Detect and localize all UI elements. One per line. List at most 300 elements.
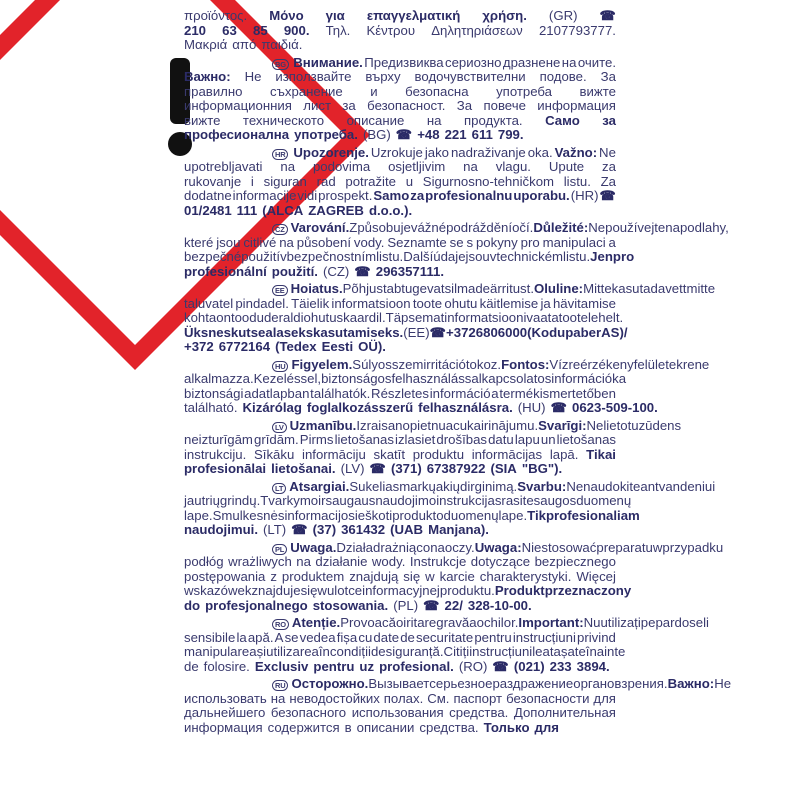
text-word: Не — [244, 69, 262, 84]
text-word: przeznaczony — [544, 583, 632, 598]
text-word: a — [608, 234, 616, 250]
text-word: подове. — [539, 69, 587, 84]
text-word: Varování. — [290, 220, 350, 235]
text-word: Üksnes — [184, 324, 231, 340]
text-line — [184, 99, 616, 114]
text-word: informatsiooni — [444, 310, 527, 325]
text-word: Uwaga. — [290, 539, 337, 555]
text-word: в — [344, 719, 352, 735]
text-line — [184, 70, 616, 85]
text-word: (Tedex — [275, 339, 317, 354]
text-line — [184, 448, 616, 463]
text-word: Τηλ. — [325, 22, 351, 38]
text-word: За — [600, 69, 616, 84]
text-word: date — [373, 629, 400, 645]
text-word: uz — [631, 417, 646, 433]
text-line — [184, 692, 616, 707]
text-word: дразнене — [502, 54, 561, 70]
text-word: profesionalnu — [425, 188, 513, 203]
text-word: 900. — [283, 22, 310, 38]
text-word: vedea — [299, 629, 336, 645]
text-word: 22/ — [444, 597, 463, 613]
text-word: postępowania — [184, 568, 266, 584]
telephone-icon: ☎ — [354, 263, 371, 279]
text-word: de — [370, 644, 386, 659]
text-word: Samo — [373, 188, 410, 203]
text-word: Oluline: — [533, 281, 584, 296]
text-word: informāciju — [302, 446, 366, 462]
text-word: se — [449, 234, 464, 250]
text-line — [184, 310, 624, 326]
text-word: Важно: — [667, 676, 715, 691]
telephone-icon: ☎ — [369, 461, 386, 476]
text-word: 2107793777. — [538, 22, 616, 38]
text-word: Seznamte — [387, 234, 447, 250]
text-word: bezpiecznego — [534, 554, 616, 569]
text-word: vandeniui — [658, 478, 716, 494]
text-word: do — [184, 597, 201, 613]
text-word: privind — [577, 629, 616, 645]
text-word: ieškoti — [354, 507, 393, 523]
text-word: nadraživanje — [450, 144, 526, 160]
text-line — [184, 9, 616, 24]
text-word: Důležité: — [533, 220, 589, 235]
text-word: manipularea — [184, 644, 257, 659]
text-word: (CZ) — [322, 263, 350, 279]
text-word: technickém — [496, 249, 564, 264]
text-word: Ne — [599, 144, 616, 160]
section-lv — [184, 417, 682, 477]
country-code-badge: CZ — [272, 224, 288, 235]
text-word: informacyjnej — [362, 583, 440, 598]
text-word: profesionální — [184, 263, 267, 279]
text-word: akių — [435, 478, 461, 494]
text-word: wskazówek — [184, 583, 252, 598]
text-word: instrucțiunile — [469, 644, 543, 659]
text-word: / — [623, 324, 628, 340]
text-word: találhatók. — [310, 385, 371, 401]
text-word: съхранение — [270, 83, 343, 99]
text-word: техническото — [242, 112, 325, 128]
text-word: 0623-509-100. — [572, 400, 658, 415]
text-word: stosować — [541, 539, 597, 555]
text-word: kapcsolatos — [481, 371, 552, 386]
text-word: podovima — [312, 159, 371, 174]
text-word: siguranță. — [385, 644, 444, 659]
text-word: izlasiet — [395, 432, 436, 447]
text-word: Manjana). — [428, 522, 489, 537]
text-word: професионална — [184, 127, 290, 142]
text-word: информация — [184, 719, 263, 735]
text-word: για — [325, 8, 345, 23]
text-word: pe — [640, 615, 656, 630]
text-word: безопасности — [506, 690, 590, 706]
text-line — [184, 676, 732, 692]
text-word: toodud — [230, 310, 272, 325]
text-word: Nepoužívejte — [588, 220, 666, 235]
text-word: Za — [600, 173, 616, 189]
country-code-badge: RO — [272, 619, 289, 630]
text-word: za — [410, 188, 425, 203]
text-word: 210 — [184, 22, 207, 38]
text-word: listu. — [563, 173, 591, 189]
text-word: (GR) — [548, 8, 578, 23]
text-word: Дополнительная — [513, 705, 616, 720]
text-word: datu — [488, 432, 514, 447]
text-word: органов — [573, 676, 622, 691]
text-line — [184, 570, 616, 585]
text-line — [184, 85, 616, 100]
text-word: grindų. — [219, 493, 261, 508]
text-word: за — [342, 98, 356, 113]
text-word: prospekt. — [318, 188, 373, 203]
text-word: ZAGREB — [308, 202, 364, 218]
telephone-icon: ☎ — [599, 8, 616, 23]
text-word: Δηλητηριάσεων — [431, 22, 523, 38]
text-word: charakterystyki. — [479, 568, 572, 584]
text-word: kasutada — [611, 281, 666, 296]
text-word: употреба. — [294, 127, 358, 142]
text-word: pentru — [474, 629, 512, 645]
text-word: вижте — [579, 83, 616, 99]
text-word: OÜ). — [358, 339, 386, 354]
text-line — [184, 400, 658, 416]
text-word: profesjonalnego — [205, 597, 308, 613]
text-line — [184, 114, 616, 129]
section-ee — [184, 281, 716, 355]
text-word: kohta — [184, 310, 217, 325]
text-word: Pirms — [299, 432, 334, 447]
text-word: очите. — [577, 54, 616, 70]
text-line — [184, 128, 616, 143]
text-word: παιδιά. — [261, 37, 303, 52]
text-word: (ALCA — [262, 202, 304, 218]
text-word: 85 — [253, 22, 268, 38]
text-word: правилно — [184, 83, 243, 99]
telephone-icon: ☎ — [423, 597, 440, 613]
text-word: pardoseli — [655, 615, 709, 630]
text-line — [184, 433, 616, 448]
telephone-icon: ☎ — [550, 400, 568, 415]
text-word: pro — [520, 234, 540, 250]
text-word: Uzrokuje — [370, 144, 423, 160]
text-word: securitate — [416, 629, 474, 645]
text-word: siguran — [263, 173, 307, 189]
text-word: hävitamise — [552, 295, 616, 311]
text-word: (PL) — [393, 597, 419, 613]
text-word: folosire. — [203, 658, 250, 674]
text-word: безопасност. — [367, 98, 446, 113]
text-word: προϊόντος. — [184, 8, 248, 23]
text-word: acu — [445, 417, 468, 433]
text-word: vážné — [410, 220, 447, 235]
text-line — [184, 478, 716, 495]
text-word: się — [403, 568, 421, 584]
text-word: Вызывает — [368, 676, 430, 691]
text-line — [184, 160, 616, 175]
text-word: instrucțiuni — [512, 629, 576, 645]
text-word: bezpečnostním — [286, 249, 377, 264]
country-code-badge: PL — [272, 544, 287, 555]
text-word: utilizați — [600, 615, 641, 630]
text-word: 221 — [444, 127, 467, 142]
text-line — [184, 236, 616, 251]
text-word: înainte — [585, 644, 626, 659]
text-word: употреба — [496, 83, 553, 99]
text-word: информация — [537, 98, 616, 113]
text-word: Κέντρου — [366, 22, 416, 38]
text-word: felhasználásra. — [418, 400, 513, 415]
text-word: средства. — [419, 719, 479, 735]
text-word: felhasználással — [391, 371, 482, 386]
text-line — [184, 56, 616, 71]
text-word: vlagu. — [495, 159, 531, 174]
text-word: na — [665, 220, 680, 235]
text-line — [184, 38, 616, 53]
text-word: neizturīgām — [184, 432, 253, 447]
text-word: lapu — [514, 432, 540, 447]
text-word: taluvatel — [184, 295, 234, 311]
text-word: v — [489, 249, 497, 264]
text-word: mitte — [686, 281, 716, 296]
text-word: d.o.o.). — [368, 202, 413, 218]
text-line — [184, 340, 616, 355]
text-word: Не — [714, 676, 732, 691]
text-word: Izraisa — [356, 417, 396, 433]
text-word: За — [456, 98, 473, 113]
text-word: lietošanas — [334, 432, 394, 447]
text-word: (37) — [312, 522, 337, 537]
text-word: dirginimą. — [460, 478, 518, 494]
text-word: Uzmanību. — [289, 417, 357, 433]
text-word: produktem — [281, 568, 345, 584]
text-word: sensibile — [184, 629, 236, 645]
text-word: profesional. — [379, 658, 454, 674]
text-word: ärritust. — [490, 281, 534, 296]
text-word: Важно: — [184, 69, 231, 84]
text-word: z — [270, 568, 277, 584]
text-word: citlivé — [243, 234, 277, 250]
text-word: listu. — [563, 249, 591, 264]
text-word: informacije — [232, 188, 297, 203]
text-word: Nelietot — [586, 417, 632, 433]
text-word: wrażliwych — [228, 554, 292, 569]
text-word: Súlyos — [352, 356, 392, 372]
text-word: információk — [551, 371, 619, 386]
text-word: a — [491, 385, 499, 401]
text-word: utilizarea — [266, 644, 319, 659]
text-word: alkalmazza. — [184, 371, 254, 386]
text-line — [184, 615, 709, 631]
text-word: Způsobuje — [349, 220, 411, 235]
text-word: lape. — [498, 507, 528, 523]
text-line — [184, 265, 616, 280]
text-word: Sukelia — [349, 478, 393, 494]
text-word: 799. — [497, 127, 524, 142]
text-word: паспорт — [453, 690, 503, 706]
text-word: działanie — [315, 554, 368, 569]
text-word: (Kodupaber — [527, 324, 602, 340]
text-line — [184, 24, 616, 39]
country-code-badge: EE — [272, 285, 288, 296]
text-word: vidi — [297, 188, 318, 203]
text-word: Upute — [548, 159, 585, 174]
text-word: на — [270, 690, 286, 706]
text-word: продукта. — [463, 112, 523, 128]
text-word: jsou — [216, 234, 241, 250]
text-word: 67387922 — [426, 461, 486, 476]
text-word: lapā. — [549, 446, 579, 462]
text-word: (HU) — [517, 400, 546, 415]
safety-text-column — [184, 8, 732, 735]
text-word: 361432 — [341, 522, 386, 537]
text-word: (LT) — [263, 522, 287, 537]
text-word: na — [296, 554, 311, 569]
text-word: (SIA — [490, 461, 517, 476]
text-word: de — [184, 658, 199, 674]
text-word: для — [534, 719, 559, 735]
text-word: la — [236, 629, 247, 645]
text-word: pokyny — [475, 234, 518, 250]
text-word: информационния — [184, 98, 292, 113]
text-word: naudojimo — [375, 493, 437, 508]
text-line — [184, 417, 682, 434]
text-word: Põhjustab — [342, 281, 402, 296]
text-word: gravă — [436, 615, 470, 630]
text-word: ulotce — [326, 583, 363, 598]
telephone-icon: ☎ — [492, 658, 509, 674]
text-word: Więcej — [576, 568, 616, 584]
text-word: o — [395, 615, 404, 630]
text-word: szemirritációt — [391, 356, 470, 372]
text-word: kairinājumu. — [467, 417, 539, 433]
text-word: Részletes — [371, 385, 429, 401]
text-word: ūdens — [645, 417, 682, 433]
text-word: očí. — [512, 220, 534, 235]
text-word: Instrukcje — [409, 554, 467, 569]
text-word: 63 — [222, 22, 237, 38]
text-word: s — [466, 234, 474, 250]
text-word: +48 — [417, 127, 440, 142]
text-word: znajdują — [349, 568, 399, 584]
text-word: Täpsemat — [385, 310, 445, 325]
section-pl — [184, 539, 724, 614]
text-line — [184, 204, 616, 219]
text-word: podráždění — [446, 220, 513, 235]
text-word: лист — [303, 98, 331, 113]
text-word: (021) — [513, 658, 545, 674]
text-word: Μόνο — [269, 8, 304, 23]
text-word: ohutuskaardil. — [303, 310, 386, 325]
text-word: использования — [351, 705, 444, 720]
text-word: lietošanai. — [271, 461, 336, 476]
text-word: biztonsági — [184, 385, 244, 401]
text-word: osjetljivim — [388, 159, 446, 174]
text-word: 80 — [483, 324, 498, 340]
text-word: Nu — [583, 615, 601, 630]
telephone-icon: ☎ — [395, 127, 413, 142]
text-line — [184, 644, 626, 660]
text-word: Hoiatus. — [290, 281, 343, 296]
text-line — [184, 631, 616, 646]
text-word: ochilor. — [476, 615, 519, 630]
text-word: působení — [296, 234, 352, 250]
text-word: Fontos: — [501, 356, 550, 372]
text-word: από — [232, 37, 257, 52]
text-word: (UAB — [390, 522, 424, 537]
text-word: bezpečné — [184, 249, 242, 264]
text-word: adatlapban — [244, 385, 310, 401]
text-word: Sīkāku — [254, 446, 295, 462]
text-word: A — [274, 629, 284, 645]
text-line — [184, 462, 616, 477]
text-word: nopietnu — [395, 417, 446, 433]
telephone-icon: ☎ — [599, 188, 616, 203]
text-line — [184, 220, 729, 236]
text-word: Jen — [590, 249, 613, 264]
text-word: saugos — [533, 493, 577, 508]
text-word: на — [561, 54, 577, 70]
text-word: foglalkozásszerű — [306, 400, 414, 415]
text-word: ja — [540, 295, 551, 311]
text-word: fișa — [336, 629, 358, 645]
text-word: i — [250, 173, 254, 189]
text-word: серьезное — [429, 676, 493, 691]
text-word: Produkt — [494, 583, 545, 598]
text-word: ant — [640, 478, 659, 494]
text-word: drażniąco — [373, 539, 431, 555]
section-gr — [184, 9, 616, 53]
text-word: cu — [358, 629, 373, 645]
text-word: водочувствителни — [414, 69, 526, 84]
text-line — [184, 660, 616, 675]
section-ru — [184, 676, 732, 735]
text-word: Предизвиква — [364, 54, 444, 70]
text-word: χρήση. — [482, 8, 527, 23]
section-ro — [184, 615, 709, 674]
text-word: Nenaudokite — [566, 478, 641, 494]
text-word: См. — [427, 690, 450, 706]
text-word: käitlemise — [479, 295, 539, 311]
text-word: 3894. — [576, 658, 610, 674]
text-word: +372 — [446, 324, 476, 340]
text-line — [184, 281, 716, 297]
text-word: drošības — [436, 432, 488, 447]
text-word: 6 — [475, 324, 484, 340]
text-word: smarkų — [392, 478, 436, 494]
text-word: AS) — [601, 324, 624, 340]
text-word: Sigurnosno-tehničkom — [422, 173, 555, 189]
text-word: található. — [184, 400, 238, 415]
text-word: uz — [359, 658, 375, 674]
text-word: Внимание. — [293, 54, 363, 70]
text-word: produktu. — [439, 583, 495, 598]
text-word: безопасна — [405, 83, 469, 99]
text-word: instrukcijas — [436, 493, 502, 508]
text-word: Mitte — [583, 281, 612, 296]
text-line — [184, 146, 616, 161]
country-code-badge: LT — [272, 483, 286, 494]
text-word: na — [280, 159, 296, 174]
text-word: pentru — [313, 658, 355, 674]
text-word: skatīt — [373, 446, 406, 462]
text-word: 296357111. — [375, 263, 444, 279]
text-word: Smulkesnės — [212, 507, 285, 523]
text-word: podlahy, — [679, 220, 729, 235]
text-line — [184, 356, 710, 373]
text-word: επαγγελματική — [366, 8, 461, 23]
text-line — [184, 189, 616, 204]
